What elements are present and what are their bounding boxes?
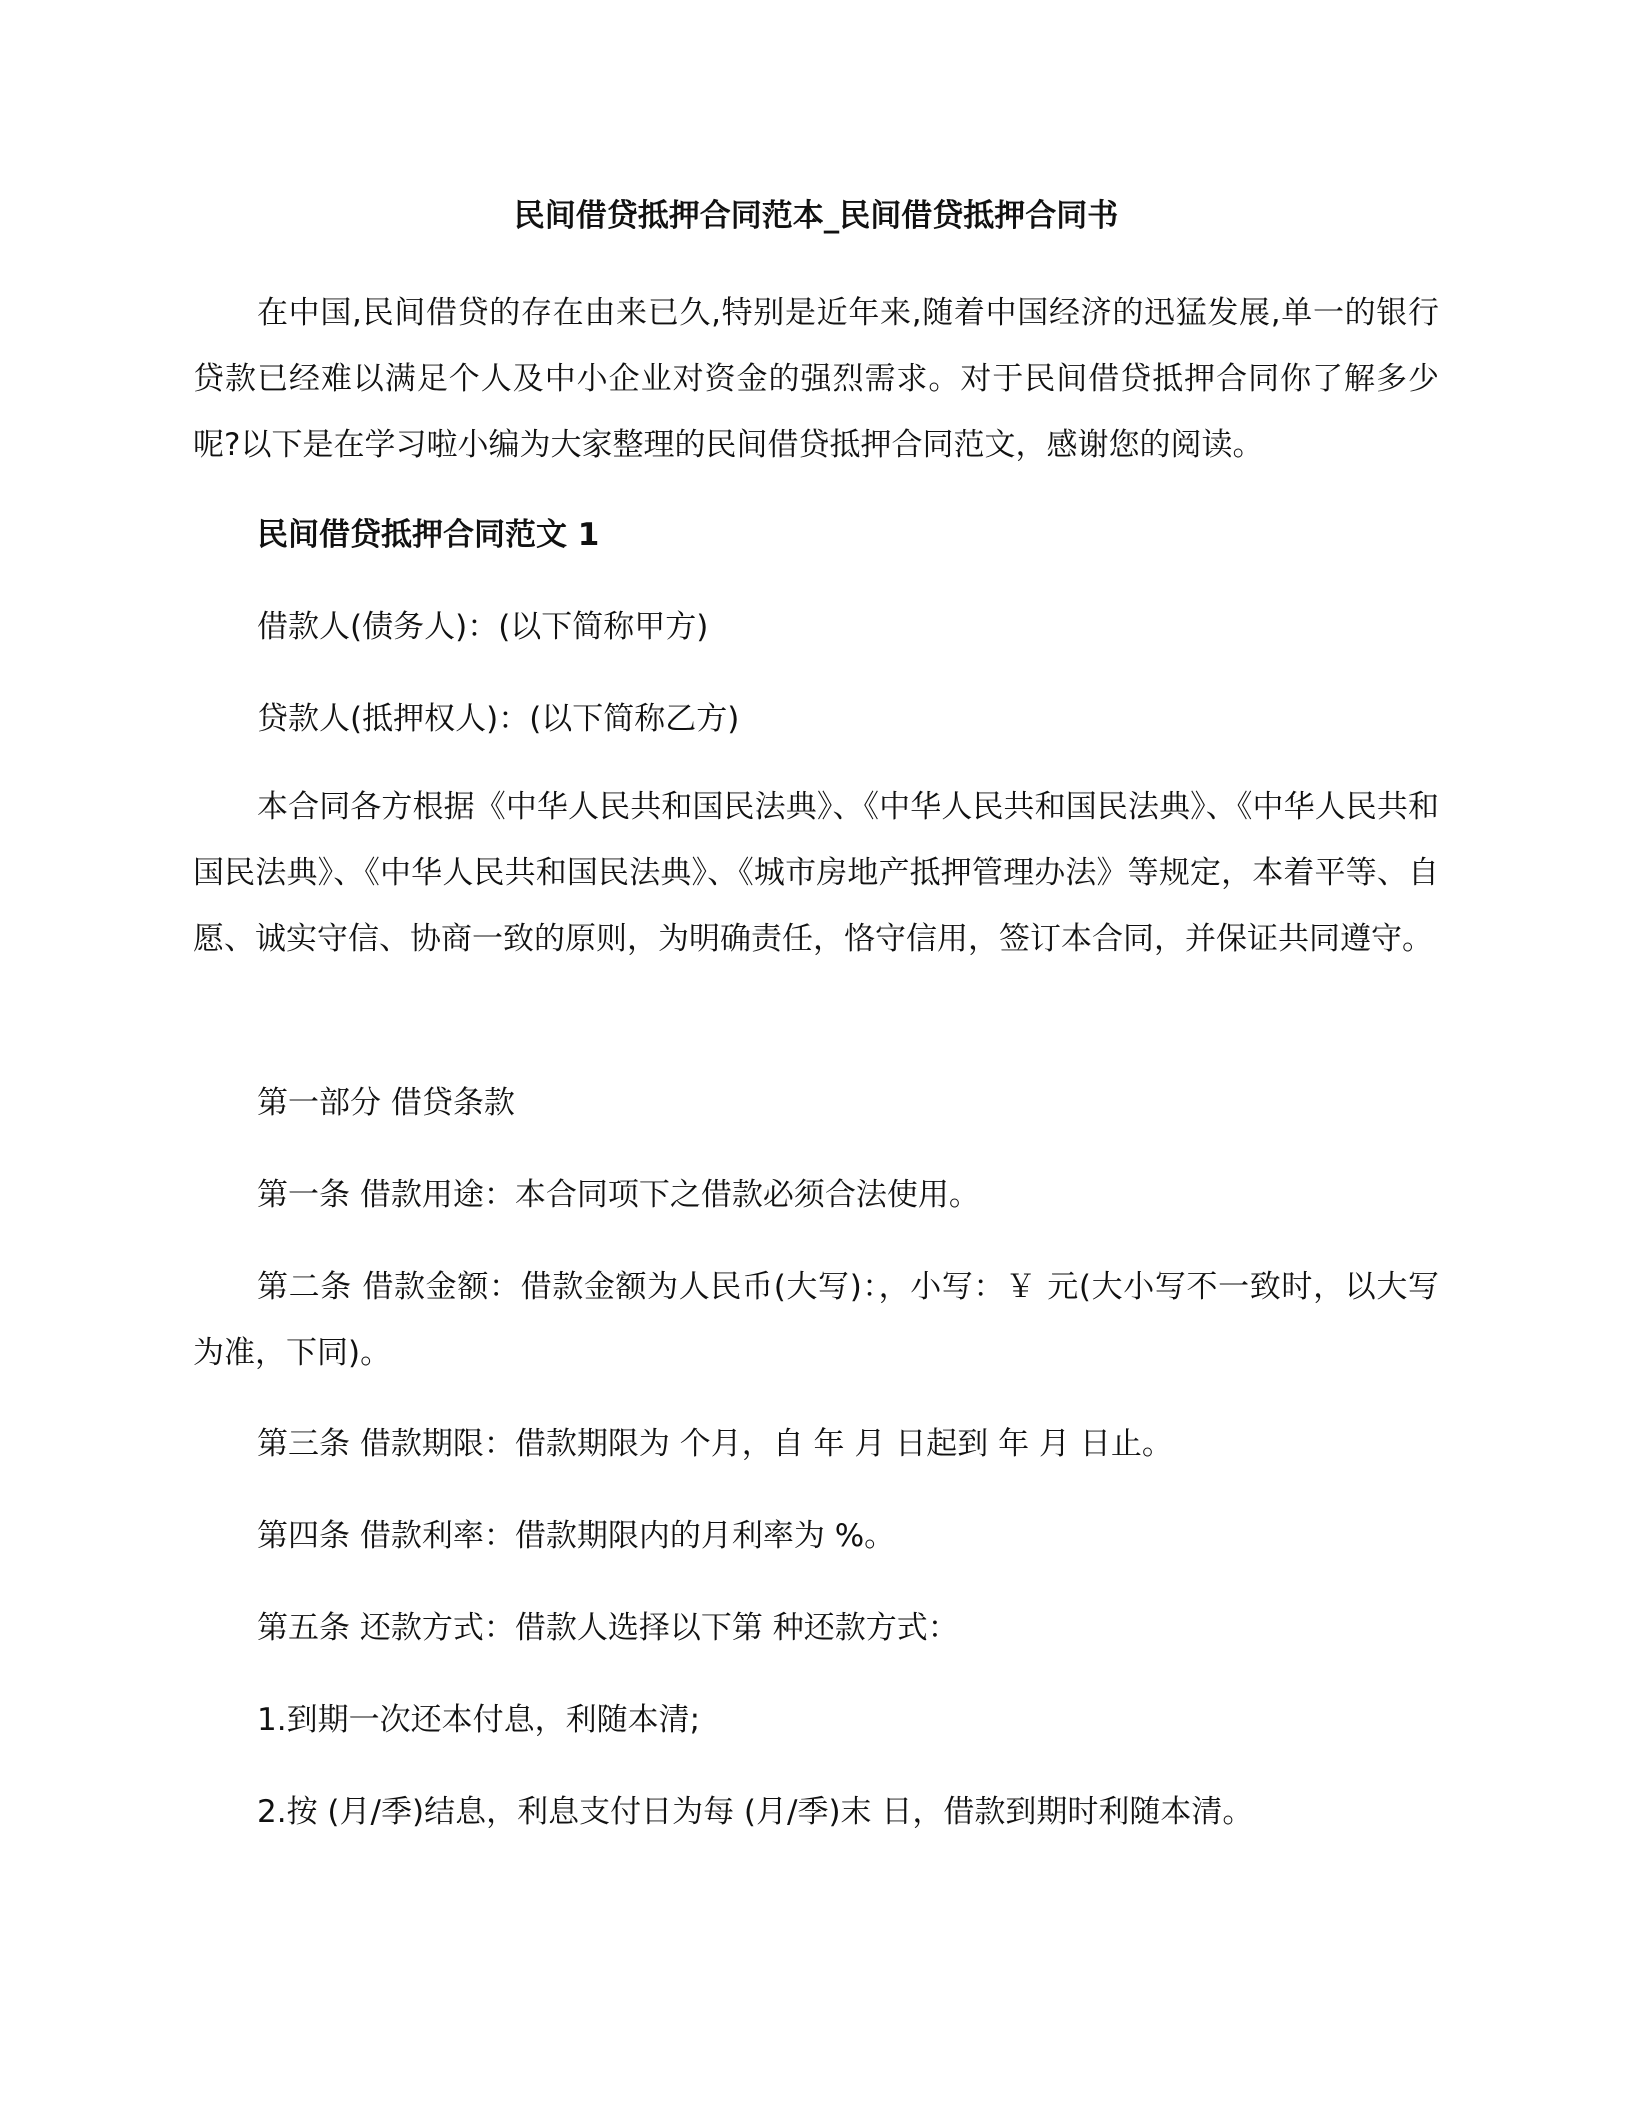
article-5: 第五条 还款方式：借款人选择以下第 种还款方式： xyxy=(257,1610,959,1646)
borrower-line: 借款人(债务人)：(以下简称甲方) xyxy=(257,609,709,645)
article-3: 第三条 借款期限：借款期限为 个月，自 年 月 日起到 年 月 日止。 xyxy=(257,1426,1173,1462)
repayment-option-2: 2.按 (月/季)结息，利息支付日为每 (月/季)末 日，借款到期时利随本清。 xyxy=(257,1794,1254,1830)
preamble-paragraph: 本合同各方根据《中华人民共和国民法典》、《中华人民共和国民法典》、《中华人民共和国民法典》、《中华人民共和国民法典》、《城市房地产抵押管理办法》等规定，本着平等、自愿、诚实守信、协商一致的原则，为明确责任，恪守信用，签订本合同，并保证共同遵守。 xyxy=(193,789,1439,957)
article-4: 第四条 借款利率：借款期限内的月利率为 %。 xyxy=(257,1518,896,1554)
repayment-option-1: 1.到期一次还本付息，利随本清; xyxy=(257,1702,701,1738)
intro-paragraph: 在中国,民间借贷的存在由来已久,特别是近年来,随着中国经济的迅猛发展,单一的银行贷款已经难以满足个人及中小企业对资金的强烈需求。对于民间借贷抵押合同你了解多少呢?以下是在学习啦小编为大家整理的民间借贷抵押合同范文，感谢您的阅读。 xyxy=(193,295,1439,463)
part-one-heading: 第一部分 借贷条款 xyxy=(257,1085,515,1121)
section-heading: 民间借贷抵押合同范文 1 xyxy=(257,517,600,553)
article-1: 第一条 借款用途：本合同项下之借款必须合法使用。 xyxy=(257,1177,980,1213)
page-title: 民间借贷抵押合同范本_民间借贷抵押合同书 xyxy=(513,198,1119,234)
lender-line: 贷款人(抵押权人)：(以下简称乙方) xyxy=(257,701,740,737)
article-2: 第二条 借款金额：借款金额为人民币(大写)：，小写：￥ 元(大小写不一致时，以大写为准，下同)。 xyxy=(193,1269,1439,1371)
